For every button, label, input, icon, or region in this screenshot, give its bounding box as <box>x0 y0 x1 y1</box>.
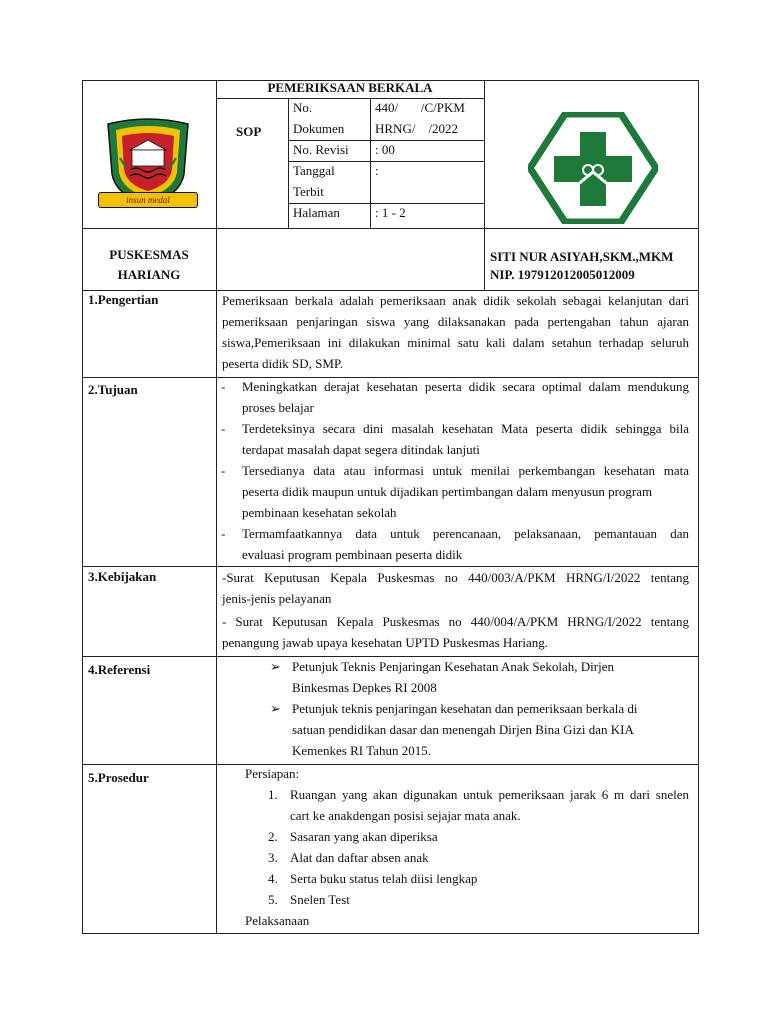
tujuan-item: terdapat masalah dapat segera ditindak lanjuti <box>242 442 480 457</box>
referensi-bullet-icon: ➢ <box>270 701 281 716</box>
referensi-item: satuan pendidikan dasar dan menengah Dirjen Bina Gizi dan KIA <box>292 722 634 737</box>
section-label-prosedur: 5.Prosedur <box>88 770 149 785</box>
prosedur-pelaksanaan: Pelaksanaan <box>245 913 310 928</box>
tujuan-item: pembinaan kesehatan sekolah <box>242 505 397 520</box>
referensi-bullet-icon: ➢ <box>270 659 281 674</box>
section-label-referensi: 4.Referensi <box>88 662 151 677</box>
prosedur-step-number: 2. <box>268 829 278 844</box>
sop-label: SOP <box>236 124 262 139</box>
crest-banner: insun medal <box>98 192 198 208</box>
pengertian-text: peserta didik SD, SMP. <box>222 356 343 371</box>
prosedur-step-number: 1. <box>268 787 278 802</box>
tujuan-item: Tersedianya data atau informasi untuk menilai perkembangan kesehatan mata <box>242 463 689 478</box>
tujuan-bullet: - <box>221 526 226 541</box>
tujuan-item: evaluasi program pembinaan peserta didik <box>242 547 463 562</box>
kebijakan-text: - Surat Keputusan Kepala Puskesmas no 440/004/A/PKM HRNG/I/2022 tentang <box>222 614 689 629</box>
tujuan-item: Terdeteksinya secara dini masalah kesehatan Mata peserta didik sehingga bila <box>242 421 689 436</box>
tujuan-bullet: - <box>221 421 226 436</box>
referensi-item: Kemenkes RI Tahun 2015. <box>292 743 431 758</box>
field-label-no-revisi: No. Revisi <box>293 142 349 157</box>
regency-crest-logo <box>96 112 200 216</box>
section-label-tujuan: 2.Tujuan <box>88 382 138 397</box>
pengertian-text: siswa,Pemeriksaan ini dilakukan minimal satu kali dalam setahun terhadap seluruh <box>222 335 689 350</box>
prosedur-step: Ruangan yang akan digunakan untuk pemeriksaan jarak 6 m dari snelen <box>290 787 689 802</box>
prosedur-step: Serta buku status telah diisi lengkap <box>290 871 478 886</box>
field-value-no-revisi: : 00 <box>375 142 395 157</box>
puskesmas-icon <box>528 112 658 224</box>
field-label-tanggal-terbit: Tanggal <box>293 163 335 178</box>
pengertian-text: Pemeriksaan berkala adalah pemeriksaan anak didik sekolah sebagai kelanjutan dari <box>222 293 689 308</box>
tujuan-item: Meningkatkan derajat kesehatan peserta didik secara optimal dalam mendukung <box>242 379 689 394</box>
prosedur-step: Snelen Test <box>290 892 350 907</box>
tujuan-item: peserta didik maupun untuk dijadikan pertimbangan dalam menyusun program <box>242 484 653 499</box>
section-label-pengertian: 1.Pengertian <box>88 292 159 307</box>
referensi-item: Binkesmas Depkes RI 2008 <box>292 680 437 695</box>
tujuan-item: proses belajar <box>242 400 314 415</box>
field-value-tanggal-terbit: : <box>375 163 379 178</box>
prosedur-step: Alat dan daftar absen anak <box>290 850 429 865</box>
prosedur-step-number: 5. <box>268 892 278 907</box>
kebijakan-text: -Surat Keputusan Kepala Puskesmas no 440/003/A/PKM HRNG/I/2022 tentang <box>222 570 689 585</box>
section-label-kebijakan: 3.Kebijakan <box>88 569 157 584</box>
field-label-tanggal-terbit: Terbit <box>293 184 324 199</box>
field-label-no-dokumen: No. <box>293 100 313 115</box>
signatory-nip: NIP. 197912012005012009 <box>490 267 635 282</box>
field-label-halaman: Halaman <box>293 205 340 220</box>
field-value-halaman: : 1 - 2 <box>375 205 406 220</box>
tujuan-item: Termamfaatkannya data untuk perencanaan, pelaksanaan, pemantauan dan <box>242 526 689 541</box>
signatory-name: SITI NUR ASIYAH,SKM.,MKM <box>490 249 674 264</box>
referensi-item: Petunjuk teknis penjaringan kesehatan dan pemeriksaan berkala di <box>292 701 638 716</box>
document-title: PEMERIKSAAN BERKALA <box>267 80 433 95</box>
field-label-no-dokumen: Dokumen <box>293 121 345 136</box>
puskesmas-name: HARIANG <box>117 267 181 282</box>
puskesmas-name: PUSKESMAS <box>109 247 189 262</box>
field-value-no-dokumen: 440/ /C/PKM <box>375 100 465 115</box>
tujuan-bullet: - <box>221 463 226 478</box>
puskesmas-logo <box>528 112 658 224</box>
prosedur-step-number: 3. <box>268 850 278 865</box>
pengertian-text: pemeriksaan penjaringan siswa yang dilaksanakan pada pertengahan tahun ajaran <box>222 314 689 329</box>
prosedur-step-number: 4. <box>268 871 278 886</box>
kebijakan-text: jenis-jenis pelayanan <box>222 591 332 606</box>
referensi-item: Petunjuk Teknis Penjaringan Kesehatan Anak Sekolah, Dirjen <box>292 659 614 674</box>
tujuan-bullet: - <box>221 379 226 394</box>
field-value-no-dokumen: HRNG/ /2022 <box>375 121 459 136</box>
prosedur-step: cart ke anakdengan posisi sejajar mata anak. <box>290 808 521 823</box>
kebijakan-text: penangung jawab upaya kesehatan UPTD Puskesmas Hariang. <box>222 635 548 650</box>
prosedur-step: Sasaran yang akan diperiksa <box>290 829 438 844</box>
prosedur-persiapan: Persiapan: <box>245 766 300 781</box>
